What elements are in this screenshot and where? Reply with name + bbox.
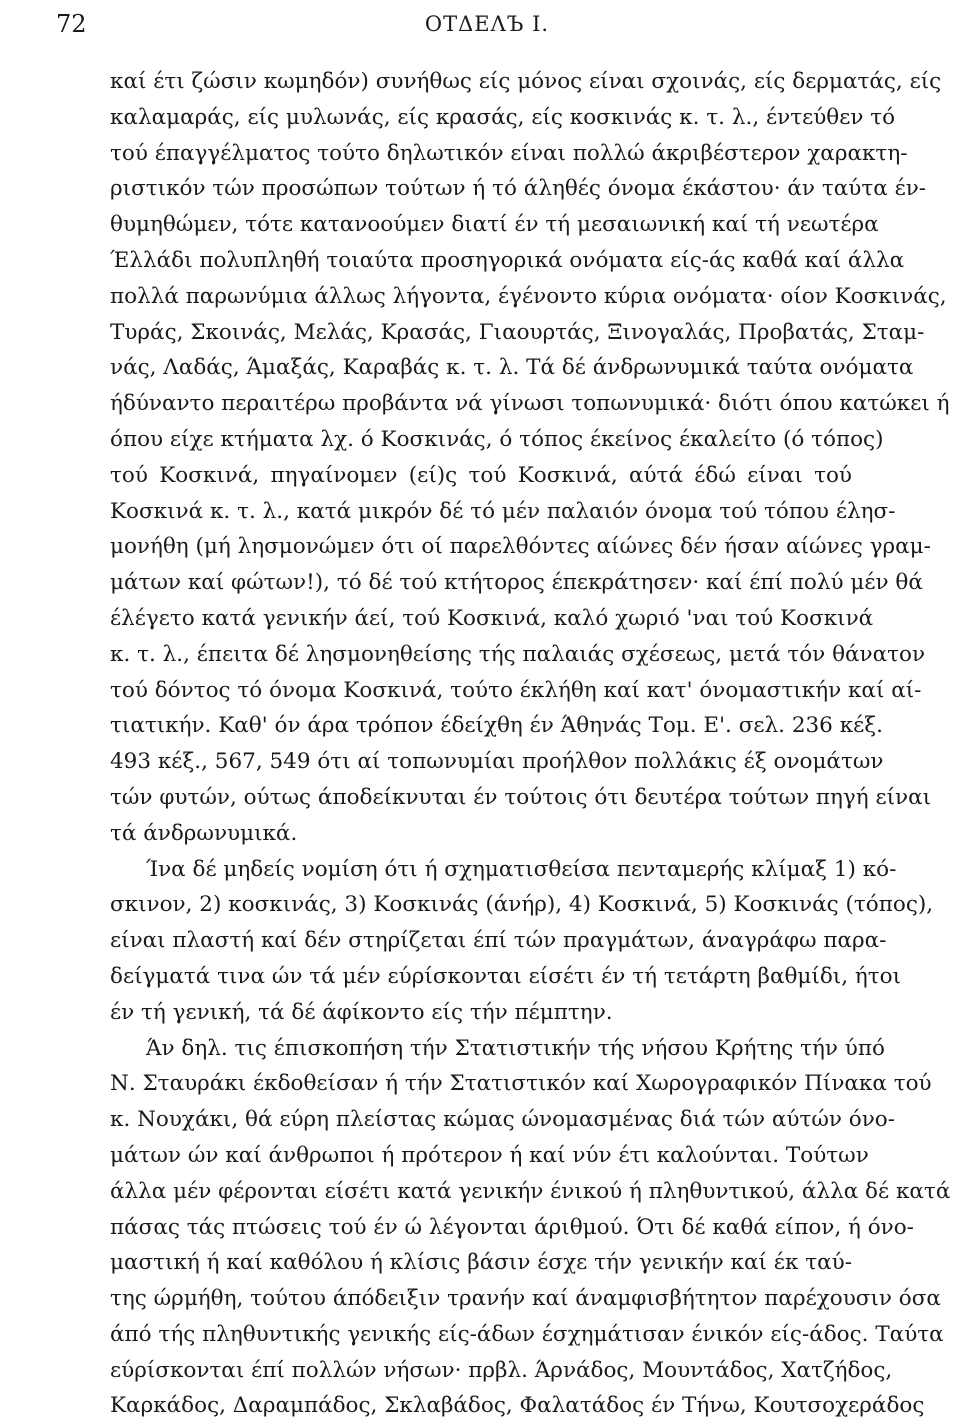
text-line: άλλα μέν φέρονται είσέτι κατά γενικήν ένικού ή πληθυντικού, άλλα δέ κατά	[110, 1178, 951, 1204]
text-line: Ν. Σταυράκι έκδοθείσαν ή τήν Στατιστικόν καί Χωρογραφικόν Πίνακα τού	[110, 1071, 932, 1097]
text-line: κ. τ. λ., έπειτα δέ λησμονηθείσης τής παλαιάς σχέσεως, μετά τόν θάνατον	[110, 641, 926, 667]
text-line: είναι πλαστή καί δέν στηρίζεται έπί τών πραγμάτων, άναγράφω παρα-	[110, 928, 887, 954]
text-line: έλέγετο κατά γενικήν άεί, τού Κοσκινά, καλό χωριό 'ναι τού Κοσκινά	[110, 605, 874, 631]
text-line: ήδύναντο περαιτέρω προβάντα νά γίνωσι τοπωνυμικά· διότι όπου κατώκει ή	[110, 391, 950, 417]
text-line: έν τή γενική, τά δέ άφίκοντο είς τήν πέμπτην.	[110, 999, 613, 1025]
text-line: δείγματά τινα ών τά μέν εύρίσκονται είσέτι έν τή τετάρτη βαθμίδι, ήτοι	[110, 963, 902, 989]
text-line: τού έπαγγέλματος τούτο δηλωτικόν είναι πολλώ άκριβέστερον χαρακτη-	[110, 140, 908, 166]
text-line: σκινον, 2) κοσκινάς, 3) Κοσκινάς (άνήρ), 4) Κοσκινά, 5) Κοσκινάς (τόπος),	[110, 892, 934, 918]
text-line: Καρκάδος, Δαραμπάδος, Σκλαβάδος, Φαλατάδος έν Τήνω, Κουτσοχεράδος	[110, 1393, 925, 1419]
text-line: Έλλάδι πολυπληθή τοιαύτα προσηγορικά ονόματα είς-άς καθά καί άλλα	[110, 247, 905, 273]
text-line: της ώρμήθη, τούτου άπόδειξιν τρανήν καί άναμφισβήτητον παρέχουσιν όσα	[110, 1286, 941, 1312]
body-text	[110, 64, 951, 1424]
text-line: μονήθη (μή λησμονώμεν ότι οί παρελθόντες αίώνες δέν ήσαν αίώνες γραμ-	[110, 534, 931, 560]
text-line: Κοσκινά κ. τ. λ., κατά μικρόν δέ τό μέν παλαιόν όνομα τού τόπου έλησ-	[110, 498, 896, 524]
text-line: μάτων ών καί άνθρωποι ή πρότερον ή καί νύν έτι καλούνται. Τούτων	[110, 1142, 869, 1168]
text-line: εύρίσκονται έπί πολλών νήσων· πρβλ. Άρνάδος, Μουντάδος, Χατζήδος,	[110, 1357, 893, 1383]
text-line: τιατικήν. Καθ' όν άρα τρόπον έδείχθη έν Άθηνάς Τομ. Ε'. σελ. 236 κέξ.	[110, 713, 883, 739]
text-line: 493 κέξ., 567, 549 ότι αί τοπωνυμίαι προήλθον πολλάκις έξ ονομάτων	[110, 749, 884, 775]
text-line: καί έτι ζώσιν κωμηδόν) συνήθως είς μόνος είναι σχοινάς, είς δερματάς, είς	[110, 69, 942, 94]
text-line: τού δόντος τό όνομα Κοσκινά, τούτο έκλήθη καί κατ' όνομαστικήν καί αί-	[110, 677, 922, 703]
text-line: Ίνα δέ μηδείς νομίση ότι ή σχηματισθείσα πενταμερής κλίμαξ 1) κό-	[146, 856, 897, 882]
text-line: όπου είχε κτήματα λχ. ό Κοσκινάς, ό τόπος έκείνος έκαλείτο (ό τόπος)	[110, 426, 884, 452]
text-line: μάτων καί φώτων!), τό δέ τού κτήτορος έπεκράτησεν· καί έπί πολύ μέν θά	[110, 570, 923, 596]
running-title: ΟΤΔΕΛЪ I.	[424, 12, 550, 36]
text-line: νάς, Λαδάς, Άμαξάς, Καραβάς κ. τ. λ. Τά δέ άνδρωνυμικά ταύτα ονόματα	[110, 355, 914, 381]
text-line: τών φυτών, ούτως άποδείκνυται έν τούτοις ότι δευτέρα τούτων πηγή είναι	[110, 784, 932, 810]
text-line: πολλά παρωνύμια άλλως λήγοντα, έγένοντο κύρια ονόματα· οίον Κοσκινάς,	[110, 283, 947, 309]
text-line: κ. Νουχάκι, θά εύρη πλείστας κώμας ώνομασμένας διά τών αύτών όνο-	[110, 1107, 895, 1133]
text-line: άπό τής πληθυντικής γενικής είς-άδων έσχημάτισαν ένικόν είς-άδος. Ταύτα	[110, 1321, 944, 1347]
text-line: πάσας τάς πτώσεις τού έν ώ λέγονται άριθμού. Ότι δέ καθά είπον, ή όνο-	[110, 1214, 914, 1240]
page-number: 72	[56, 10, 87, 38]
text-line: θυμηθώμεν, τότε κατανοούμεν διατί έν τή μεσαιωνική καί τή νεωτέρα	[110, 212, 879, 238]
text-line: μαστική ή καί καθόλου ή κλίσις βάσιν έσχε τήν γενικήν καί έκ ταύ-	[110, 1250, 852, 1276]
running-head	[54, 6, 920, 42]
text-line: ριστικόν τών προσώπων τούτων ή τό άληθές όνομα έκάστου· άν ταύτα έν-	[110, 176, 927, 202]
text-line: τά άνδρωνυμικά.	[110, 820, 298, 846]
text-line: Άν δηλ. τις έπισκοπήση τήν Στατιστικήν τής νήσου Κρήτης τήν ύπό	[146, 1035, 885, 1061]
text-line: καλαμαράς, είς μυλωνάς, είς κρασάς, είς κοσκινάς κ. τ. λ., έντεύθεν τό	[110, 104, 896, 130]
text-line: τού Κοσκινά, πηγαίνομεν (εί)ς τού Κοσκινά, αύτά έδώ είναι τού	[110, 462, 852, 488]
text-line: Τυράς, Σκοινάς, Μελάς, Κρασάς, Γιαουρτάς, Ξινογαλάς, Προβατάς, Σταμ-	[110, 319, 925, 345]
